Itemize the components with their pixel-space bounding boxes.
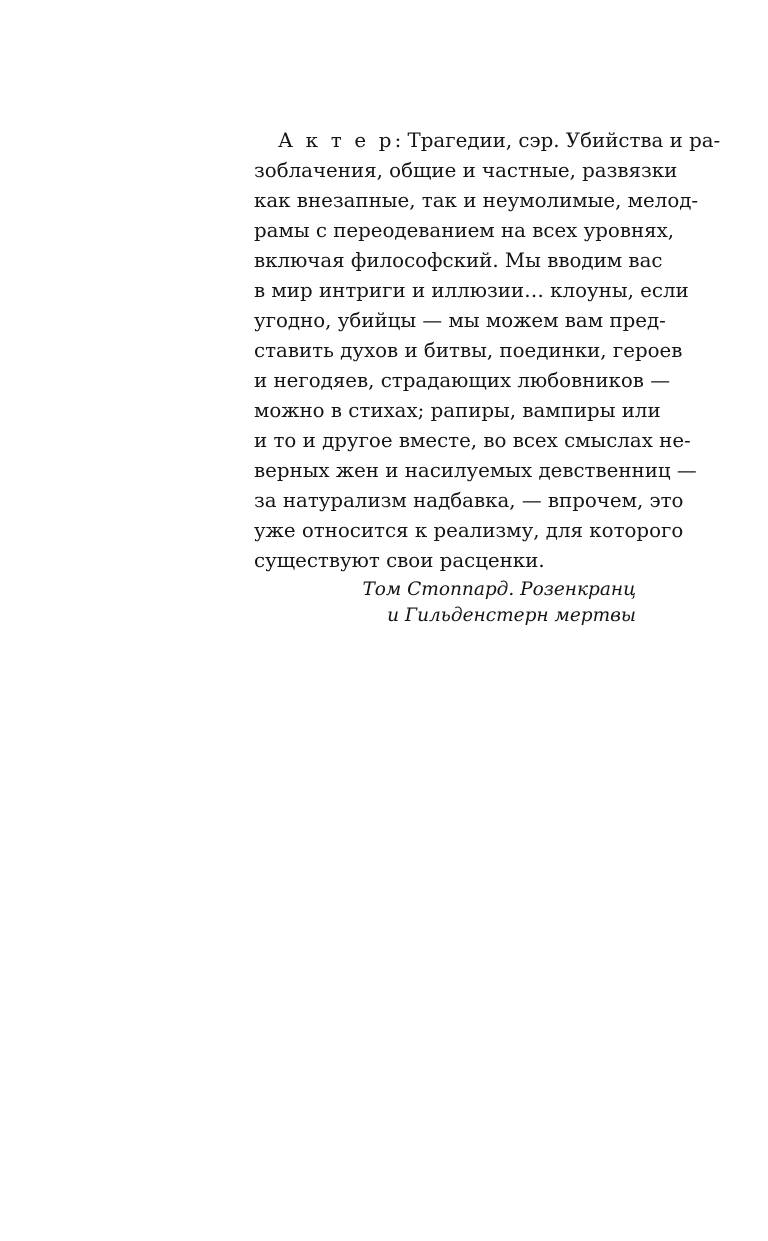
epigraph-line: и негодяев, страдающих любовников — [254,369,670,392]
attribution-title-line: и Гильденстерн мертвы [387,605,636,626]
epigraph-line: включая философский. Мы вводим вас [254,249,663,272]
epigraph-line: как внезапные, так и неумолимые, мелод- [254,189,699,212]
epigraph-line: уже относится к реализму, для которого [254,519,684,542]
epigraph-line: ставить духов и битвы, поединки, героев [254,339,683,362]
epigraph-line: верных жен и насилуемых девственниц — [254,459,697,482]
epigraph-line: за натурализм надбавка, — впрочем, это [254,489,684,512]
epigraph-line-1 [254,126,721,156]
epigraph-line: угодно, убийцы — мы можем вам пред- [254,309,666,332]
speaker-name: А к т е р [278,129,395,152]
epigraph-line: зоблачения, общие и частные, развязки [254,159,678,182]
epigraph-line: рамы с переодеванием на всех уровнях, [254,219,675,242]
epigraph-last-line: существуют свои расценки. [254,549,545,572]
epigraph-line: в мир интриги и иллюзии… клоуны, если [254,279,689,302]
epigraph-line: и то и другое вместе, во всех смыслах не- [254,429,691,452]
epigraph-line: можно в стихах; рапиры, вампиры или [254,399,661,422]
epigraph-line-1-text: : Трагедии, сэр. Убийства и ра- [394,129,721,152]
attribution-author-line: Том Стоппард. Розенкранц [362,579,636,600]
epigraph [254,126,721,629]
